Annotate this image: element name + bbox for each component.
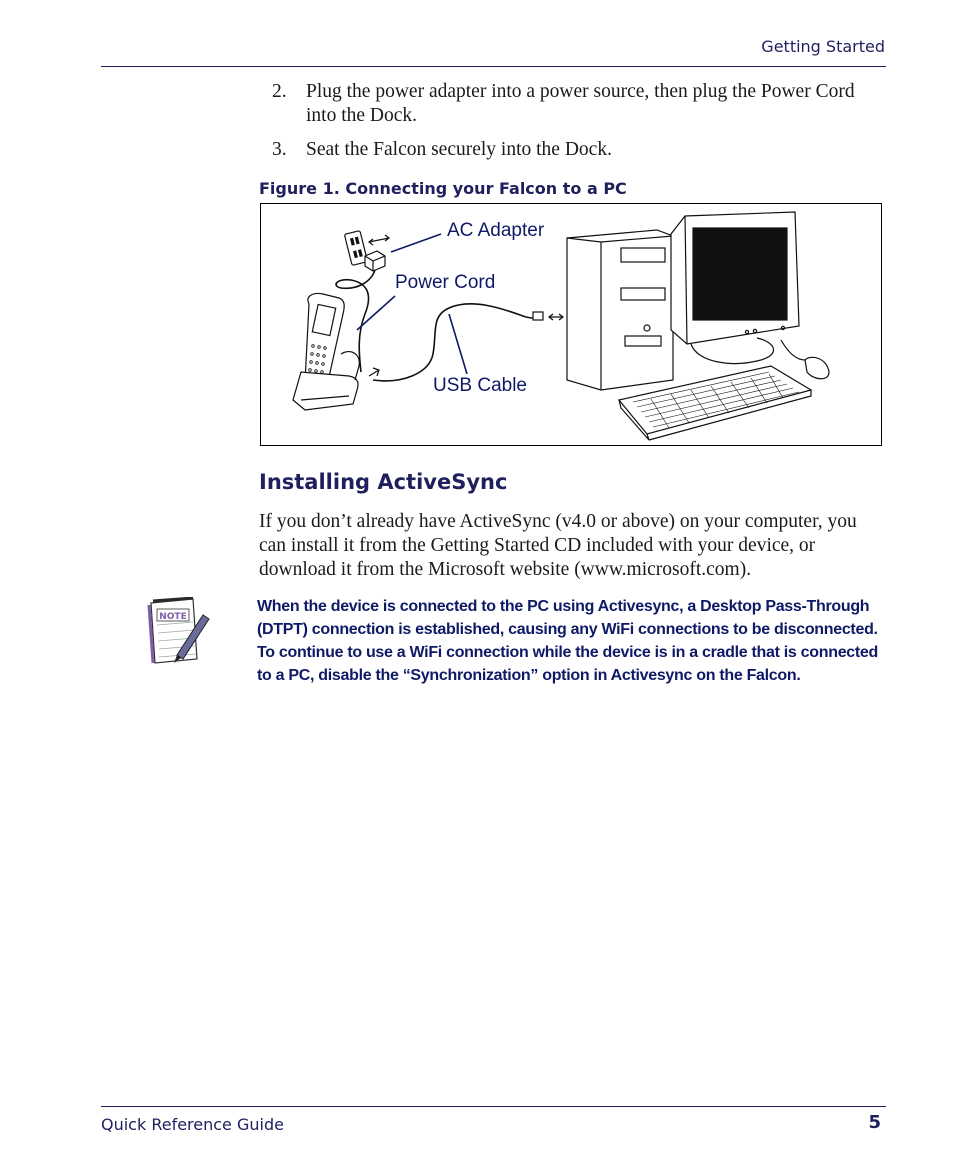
running-header: Getting Started (761, 37, 885, 56)
step-text: Plug the power adapter into a power source, then plug the Power Cord into the Dock. (306, 81, 855, 126)
note-text: When the device is connected to the PC using Activesync, a Desktop Pass-Through (DTPT) connection is established, causing any WiFi connections to be disconnected. To continue to use a WiFi connection while the device is in a cradle that is connected to a PC, disable the “Synchronization” option in Activesync on the Falcon. (257, 598, 878, 684)
mouse (805, 357, 829, 378)
usb-cable-leader (449, 314, 467, 374)
note-icon-label: NOTE (159, 612, 187, 622)
callout-power-cord: Power Cord (395, 272, 496, 293)
callout-usb-cable: USB Cable (433, 375, 527, 396)
plug-arrow (369, 235, 389, 245)
step-number: 3. (272, 139, 287, 160)
figure-caption: Figure 1. Connecting your Falcon to a PC (259, 179, 627, 198)
connection-figure (260, 203, 882, 446)
usb-plug (533, 312, 543, 320)
steps-list (272, 80, 882, 172)
step-item (272, 138, 882, 162)
section-heading: Installing ActiveSync (259, 470, 508, 494)
note-icon (147, 597, 213, 665)
callout-ac-adapter: AC Adapter (447, 220, 545, 241)
cord-arrow (369, 368, 379, 376)
header-rule (101, 66, 886, 67)
ac-adapter (365, 251, 385, 271)
pc-tower (567, 230, 673, 390)
footer-rule (101, 1106, 886, 1107)
usb-arrow (549, 314, 563, 320)
step-text: Seat the Falcon securely into the Dock. (306, 139, 612, 160)
step-number: 2. (272, 81, 287, 102)
footer-doc-title: Quick Reference Guide (101, 1115, 284, 1134)
wall-outlet (344, 231, 367, 266)
page-number: 5 (868, 1112, 881, 1133)
ac-adapter-leader (391, 234, 441, 252)
monitor (671, 212, 799, 363)
connection-illustration (261, 204, 881, 444)
body-paragraph: If you don’t already have ActiveSync (v4.0 or above) on your computer, you can install it from the Getting Started CD included with your device, or download it from the Microsoft website (www.microsoft.com). (259, 511, 857, 580)
step-item (272, 80, 882, 128)
power-cord-leader (357, 296, 395, 330)
